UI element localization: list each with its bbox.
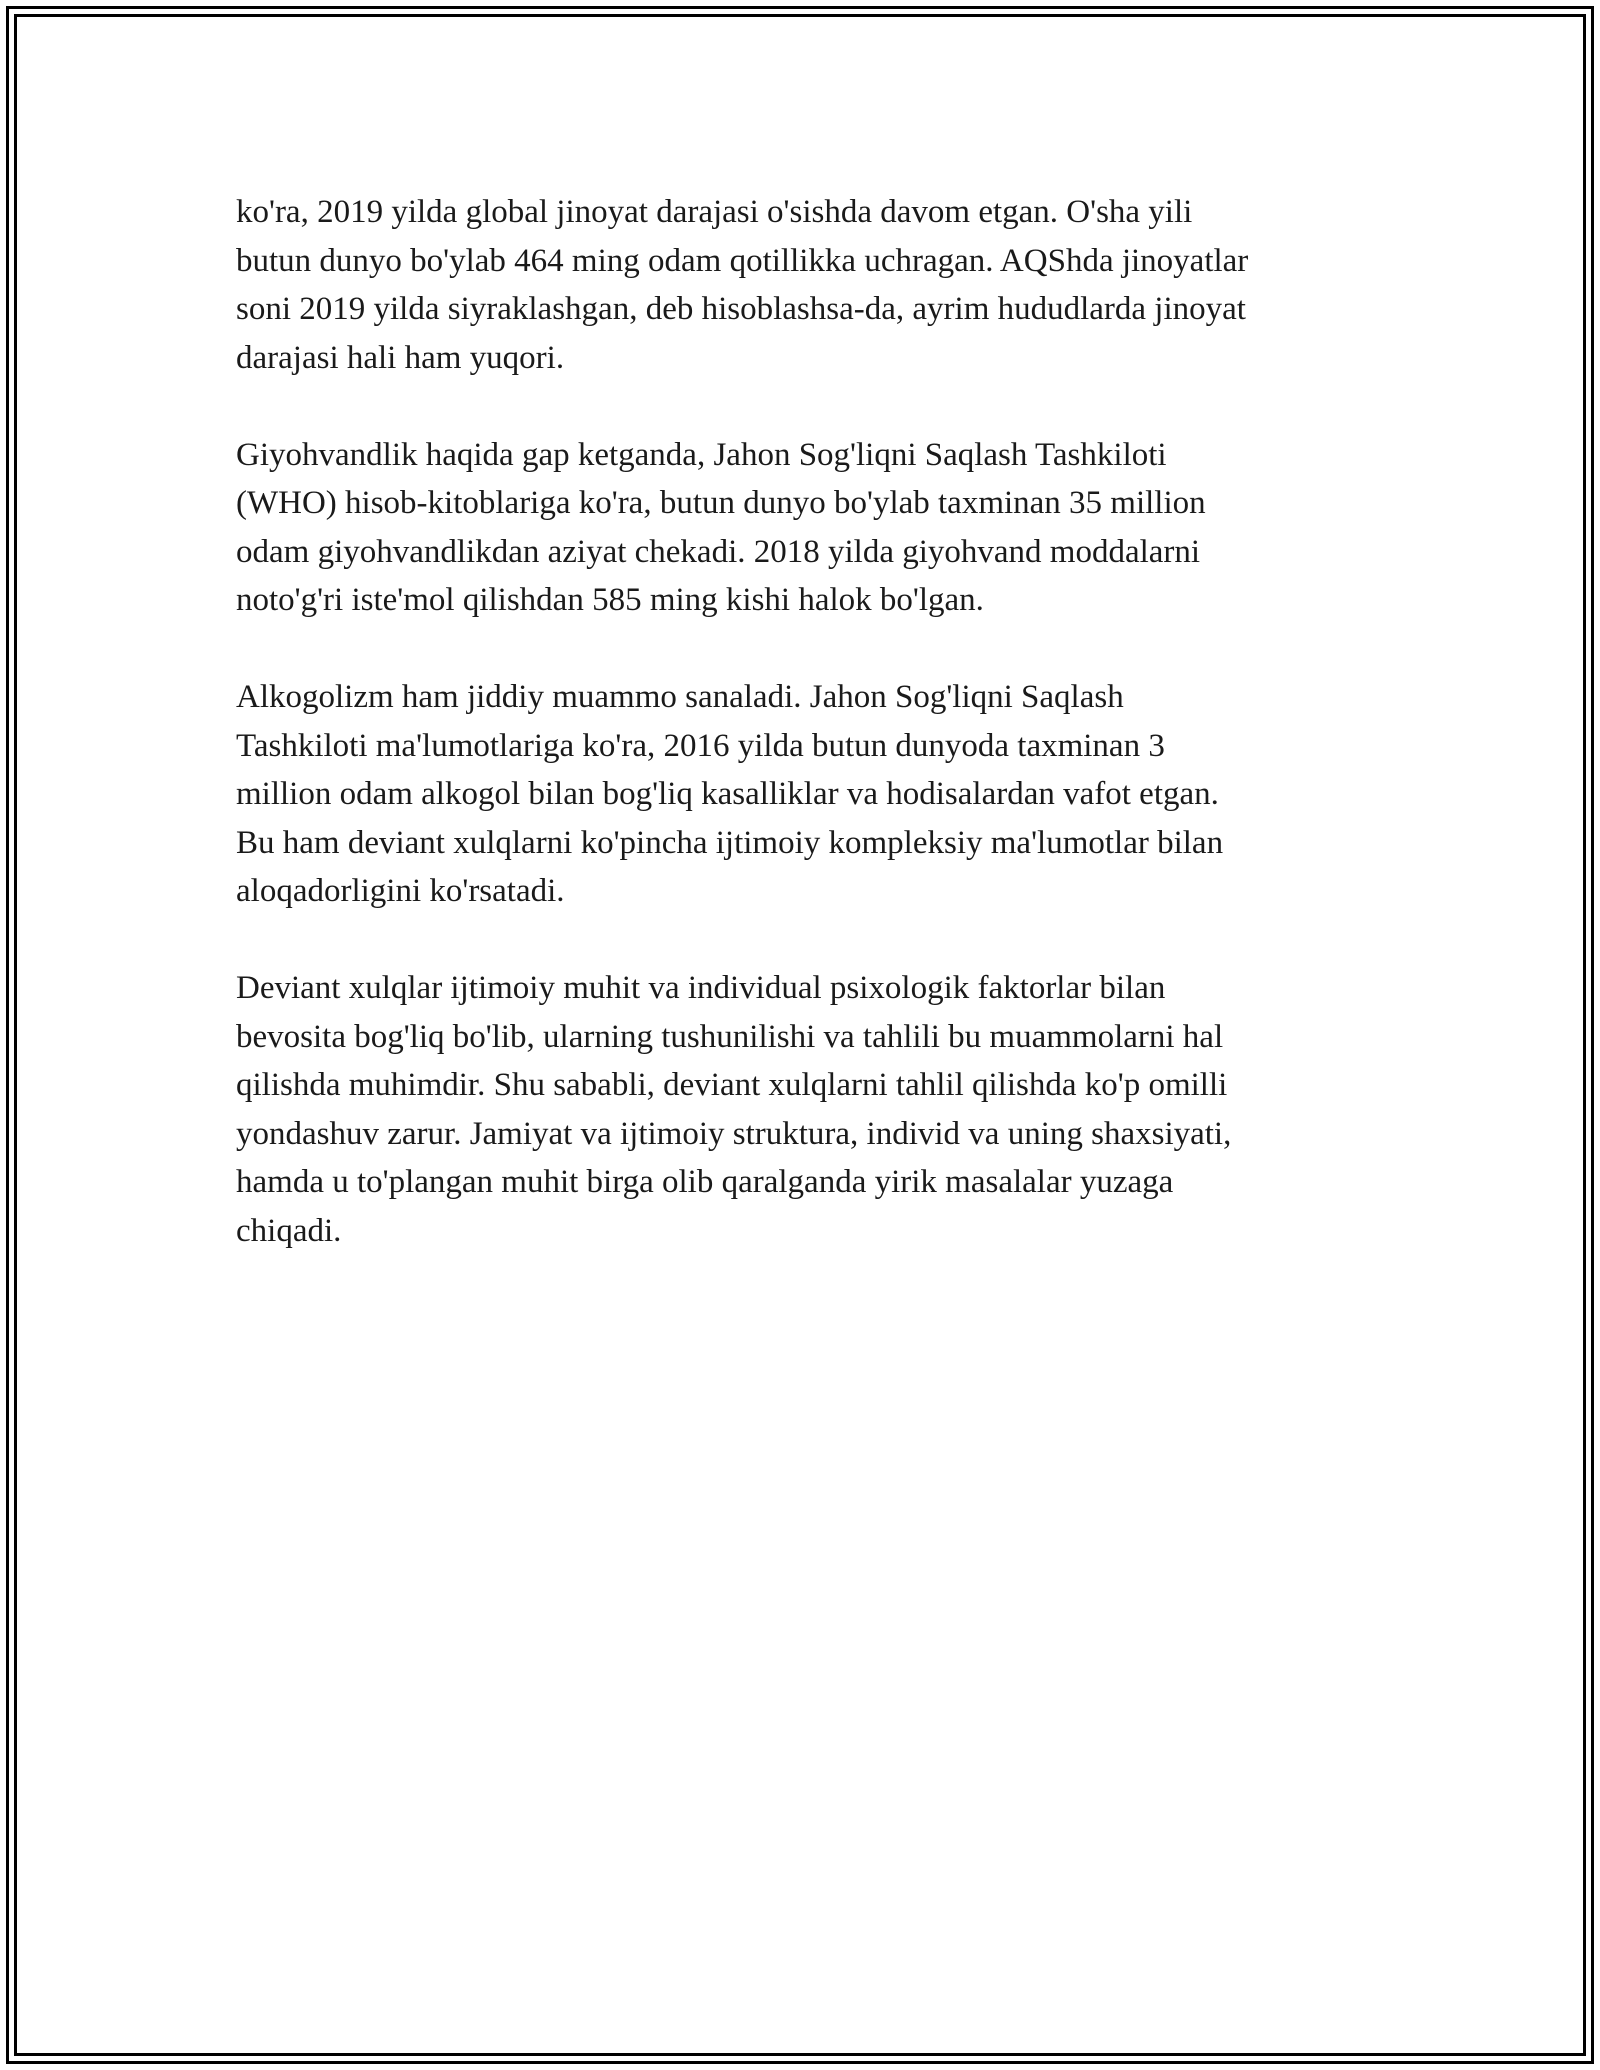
paragraph-alcoholism <box>236 673 1376 916</box>
text-line: (WHO) hisob-kitoblariga ko'ra, butun dunyo bo'ylab taxminan 35 million <box>236 485 1206 521</box>
text-line: chiqadi. <box>236 1212 342 1249</box>
text-line: soni 2019 yilda siyraklashgan, deb hisoblashsa-da, ayrim hududlarda jinoyat <box>236 291 1246 327</box>
text-line: hamda u to'plangan muhit birga olib qaralganda yirik masalalar yuzaga <box>236 1164 1174 1200</box>
document-body <box>236 188 1376 1304</box>
text-line: Tashkiloti ma'lumotlariga ko'ra, 2016 yilda butun dunyoda taxminan 3 <box>236 727 1165 764</box>
text-line: noto'g'ri iste'mol qilishdan 585 ming kishi halok bo'lgan. <box>236 582 984 618</box>
paragraph-drug-addiction <box>236 431 1376 625</box>
text-line: odam giyohvandlikdan aziyat chekadi. 2018 yilda giyohvand moddalarni <box>236 533 1201 570</box>
text-line: Giyohvandlik haqida gap ketganda, Jahon Sog'liqni Saqlash Tashkiloti <box>236 436 1167 473</box>
text-line: aloqadorligini ko'rsatadi. <box>236 873 565 909</box>
text-line: butun dunyo bo'ylab 464 ming odam qotillikka uchragan. AQShda jinoyatlar <box>236 242 1249 279</box>
text-line: ko'ra, 2019 yilda global jinoyat darajasi o'sishda davom etgan. O'sha yili <box>236 194 1193 230</box>
text-line: million odam alkogol bilan bog'liq kasalliklar va hodisalardan vafot etgan. <box>236 776 1219 812</box>
text-line: qilishda muhimdir. Shu sababli, deviant xulqlarni tahlil qilishda ko'p omilli <box>236 1067 1228 1103</box>
text-line: bevosita bog'liq bo'lib, ularning tushunilishi va tahlili bu muammolarni hal <box>236 1018 1224 1055</box>
paragraph-deviant-behavior <box>236 964 1376 1255</box>
text-line: Deviant xulqlar ijtimoiy muhit va individual psixologik faktorlar bilan <box>236 970 1166 1006</box>
text-line: yondashuv zarur. Jamiyat va ijtimoiy struktura, individ va uning shaxsiyati, <box>236 1115 1232 1152</box>
text-line: Alkogolizm ham jiddiy muammo sanaladi. Jahon Sog'liqni Saqlash <box>236 679 1124 715</box>
text-line: darajasi hali ham yuqori. <box>236 339 565 376</box>
paragraph-crime-statistics <box>236 188 1376 382</box>
text-line: Bu ham deviant xulqlarni ko'pincha ijtimoiy kompleksiy ma'lumotlar bilan <box>236 824 1224 861</box>
